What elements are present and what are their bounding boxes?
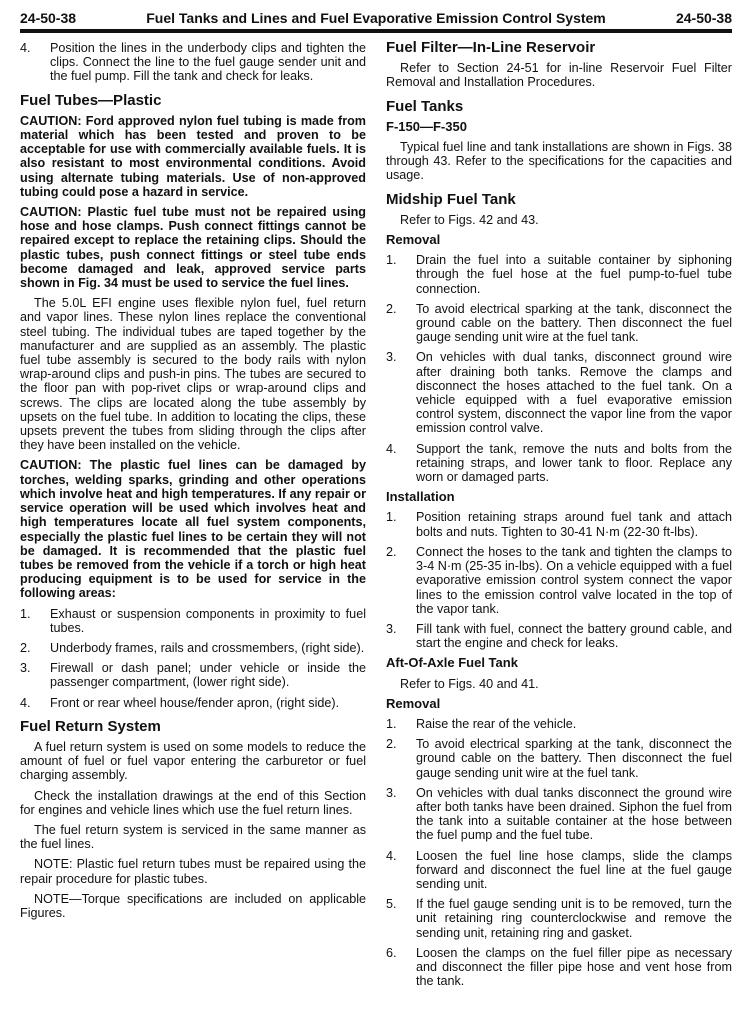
list-item bbox=[386, 717, 732, 731]
item-number: 2. bbox=[386, 737, 397, 752]
subheading-removal: Removal bbox=[386, 232, 441, 248]
list-item bbox=[20, 607, 366, 635]
item-number: 4. bbox=[386, 441, 397, 456]
section-heading-fuel-tanks: Fuel Tanks bbox=[386, 97, 464, 115]
list-item bbox=[20, 661, 366, 689]
list-item bbox=[386, 786, 732, 843]
item-number: 6. bbox=[386, 945, 397, 960]
caution-nylon-tubing: CAUTION: Ford approved nylon fuel tubing is made from material which has been tested and proven to be acceptable for use with commercially available fuels. It is also resistant to most environmental conditions. Avoid using alternate tubing materials. Use of non-approved tubing could pose a hazard in service. bbox=[20, 113, 366, 199]
section-heading-fuel-filter: Fuel Filter—In-Line Reservoir bbox=[386, 39, 596, 56]
caution-heat-damage: CAUTION: The plastic fuel lines can be damaged by torches, welding sparks, grinding and other operations which involve heat and high temperatures. If any repair or service operation will be used which involves heat and high temperatures locate all fuel system components, especially the plastic fuel lines to be certain they will not be damaged. It is recommended that the plastic fuel tubes be removed from the vehicle if a torch or high heat producing equipment is to be used for service in the following areas: bbox=[20, 458, 366, 601]
item-number: 4. bbox=[20, 695, 31, 710]
list-item bbox=[386, 946, 732, 989]
section-heading-midship: Midship Fuel Tank bbox=[386, 190, 516, 208]
paragraph-return-2: Check the installation drawings at the end of this Section for engines and vehicle lines which use the fuel return lines. bbox=[20, 788, 366, 817]
content-columns bbox=[20, 41, 732, 994]
item-text: To avoid electrical sparking at the tank, disconnect the ground cable on the battery. Then disconnect the fuel gauge sending unit wire at the fuel tank. bbox=[416, 737, 732, 780]
item-text: Loosen the clamps on the fuel filler pipe as necessary and disconnect the filler pipe hose and vent hose from the tank. bbox=[416, 945, 732, 989]
item-text: Exhaust or suspension components in proximity to fuel tubes. bbox=[50, 606, 366, 635]
paragraph-nylon-lines: The 5.0L EFI engine uses flexible nylon fuel, fuel return and vapor lines. These nylon lines replace the conventional steel tubing. The individual tubes are taped together by the manufacturer and are supplied as an assembly. The plastic fuel tube assembly is secured to the body rails with nylon wrap-around clips and push-in pins. The tubes are secured to the floor pan with pop-rivet clips or wrap-around clips and screws. The clips are located along the tube assembly by upsets on the fuel tube. In addition to locating the clips, these upsets prevent the tubes from sliding through the clips after they have been installed on the vehicle. bbox=[20, 296, 366, 453]
list-item bbox=[386, 737, 732, 780]
list-item bbox=[386, 545, 732, 616]
list-item bbox=[20, 41, 366, 84]
paragraph-f150: Typical fuel line and tank installations are shown in Figs. 38 through 43. Refer to the specifications for the capacities and usage. bbox=[386, 140, 732, 183]
section-heading-fuel-tubes: Fuel Tubes—Plastic bbox=[20, 91, 162, 109]
item-number: 4. bbox=[20, 41, 31, 55]
list-item bbox=[386, 442, 732, 485]
left-column bbox=[20, 41, 366, 994]
subheading-f150: F-150—F-350 bbox=[386, 118, 467, 134]
subheading-removal-aft: Removal bbox=[386, 695, 441, 711]
item-text: On vehicles with dual tanks, disconnect ground wire after draining both tanks. Remove the clamps and disconnect the hoses attached to the fuel tank. On a vehicle equipped with a fuel evaporative emission control system, disconnect the vapor line from the vapor emission control valve. bbox=[416, 350, 732, 436]
paragraph-fuel-filter: Refer to Section 24-51 for in-line Reservoir Fuel Filter Removal and Installation Procedures. bbox=[386, 61, 732, 90]
item-text: Connect the hoses to the tank and tighten the clamps to 3-4 N·m (25-35 in-lbs). On a vehicle equipped with a fuel evaporative emission control system connect the vapor lines to the emission control valve located in the top of the vapor tank. bbox=[416, 544, 732, 616]
section-heading-fuel-return: Fuel Return System bbox=[20, 717, 161, 735]
item-number: 3. bbox=[386, 785, 397, 800]
item-text: Loosen the fuel line hose clamps, slide the clamps forward and disconnect the fuel line at the fuel gauge sending unit. bbox=[416, 848, 732, 891]
right-column bbox=[386, 41, 732, 994]
note-plastic-return: NOTE: Plastic fuel return tubes must be repaired using the repair procedure for plastic tubes. bbox=[20, 857, 366, 886]
item-number: 3. bbox=[20, 661, 31, 676]
list-item bbox=[20, 696, 366, 710]
item-text: Firewall or dash panel; under vehicle or inside the passenger compartment, (lower right side). bbox=[50, 661, 366, 690]
item-text: Position the lines in the underbody clips and tighten the clips. Connect the line to the fuel gauge sender unit and the fuel pump. Fill the tank and check for leaks. bbox=[50, 41, 366, 84]
item-text: If the fuel gauge sending unit is to be removed, turn the unit retaining ring counterclockwise and remove the sending unit, retaining ring and gasket. bbox=[416, 897, 732, 940]
subheading-installation: Installation bbox=[386, 489, 455, 505]
item-number: 1. bbox=[386, 253, 397, 268]
item-text: Position retaining straps around fuel tank and attach bolts and nuts. Tighten to 30-41 N·m (22-30 ft-lbs). bbox=[416, 510, 732, 539]
list-item bbox=[386, 302, 732, 345]
item-number: 2. bbox=[386, 544, 397, 559]
item-text: Drain the fuel into a suitable container by siphoning through the fuel hose at the fuel pump-to-fuel tube connection. bbox=[416, 253, 732, 296]
item-text: On vehicles with dual tanks disconnect the ground wire after both tanks have been drained. Siphon the fuel from the tank into a suitable container at the hose between the fuel pump and the fuel tube. bbox=[416, 785, 732, 843]
item-number: 3. bbox=[386, 621, 397, 636]
item-number: 4. bbox=[386, 848, 397, 863]
list-item bbox=[386, 253, 732, 296]
caution-no-hose-repair: CAUTION: Plastic fuel tube must not be repaired using hose and hose clamps. Push connect fittings cannot be repaired except to replace the retaining clips. Should the plastic tubes, push connect fittings or steel tube ends become damaged and leak, approved service parts shown in Fig. 34 must be used to service the fuel lines. bbox=[20, 205, 366, 291]
item-number: 3. bbox=[386, 350, 397, 365]
paragraph-return-3: The fuel return system is serviced in the same manner as the fuel lines. bbox=[20, 822, 366, 852]
subheading-aft-of-axle: Aft-Of-Axle Fuel Tank bbox=[386, 655, 518, 671]
item-number: 1. bbox=[386, 510, 397, 525]
list-item bbox=[386, 350, 732, 435]
figure-reference: Refer to Figs. 42 and 43. bbox=[400, 212, 539, 227]
page-header bbox=[20, 10, 732, 33]
page-title: Fuel Tanks and Lines and Fuel Evaporative Emission Control System bbox=[146, 10, 606, 26]
page-number-right: 24-50-38 bbox=[675, 10, 732, 26]
item-text: Front or rear wheel house/fender apron, (right side). bbox=[50, 695, 340, 710]
item-text: Raise the rear of the vehicle. bbox=[416, 716, 577, 731]
list-item bbox=[386, 849, 732, 892]
list-item bbox=[386, 510, 732, 538]
item-number: 2. bbox=[20, 640, 31, 655]
paragraph-return-1: A fuel return system is used on some models to reduce the amount of fuel or fuel vapor entering the carburetor or fuel charging assembly. bbox=[20, 739, 366, 783]
item-number: 5. bbox=[386, 897, 397, 912]
item-number: 1. bbox=[20, 606, 31, 621]
page-number-left: 24-50-38 bbox=[20, 10, 77, 26]
item-text: Underbody frames, rails and crossmembers, (right side). bbox=[50, 640, 365, 655]
list-item bbox=[386, 897, 732, 940]
list-item bbox=[386, 622, 732, 650]
item-text: To avoid electrical sparking at the tank, disconnect the ground cable on the battery. Then disconnect the fuel gauge sending unit wire at the fuel tank. bbox=[416, 301, 732, 345]
note-torque: NOTE—Torque specifications are included on applicable Figures. bbox=[20, 891, 366, 920]
list-item bbox=[20, 641, 366, 655]
item-text: Support the tank, remove the nuts and bolts from the retaining straps, and lower tank to floor. Replace any worn or damaged parts. bbox=[416, 441, 732, 485]
figure-reference: Refer to Figs. 40 and 41. bbox=[400, 676, 539, 691]
item-text: Fill tank with fuel, connect the battery ground cable, and start the engine and check for leaks. bbox=[416, 621, 732, 651]
item-number: 1. bbox=[386, 716, 397, 731]
item-number: 2. bbox=[386, 301, 397, 316]
